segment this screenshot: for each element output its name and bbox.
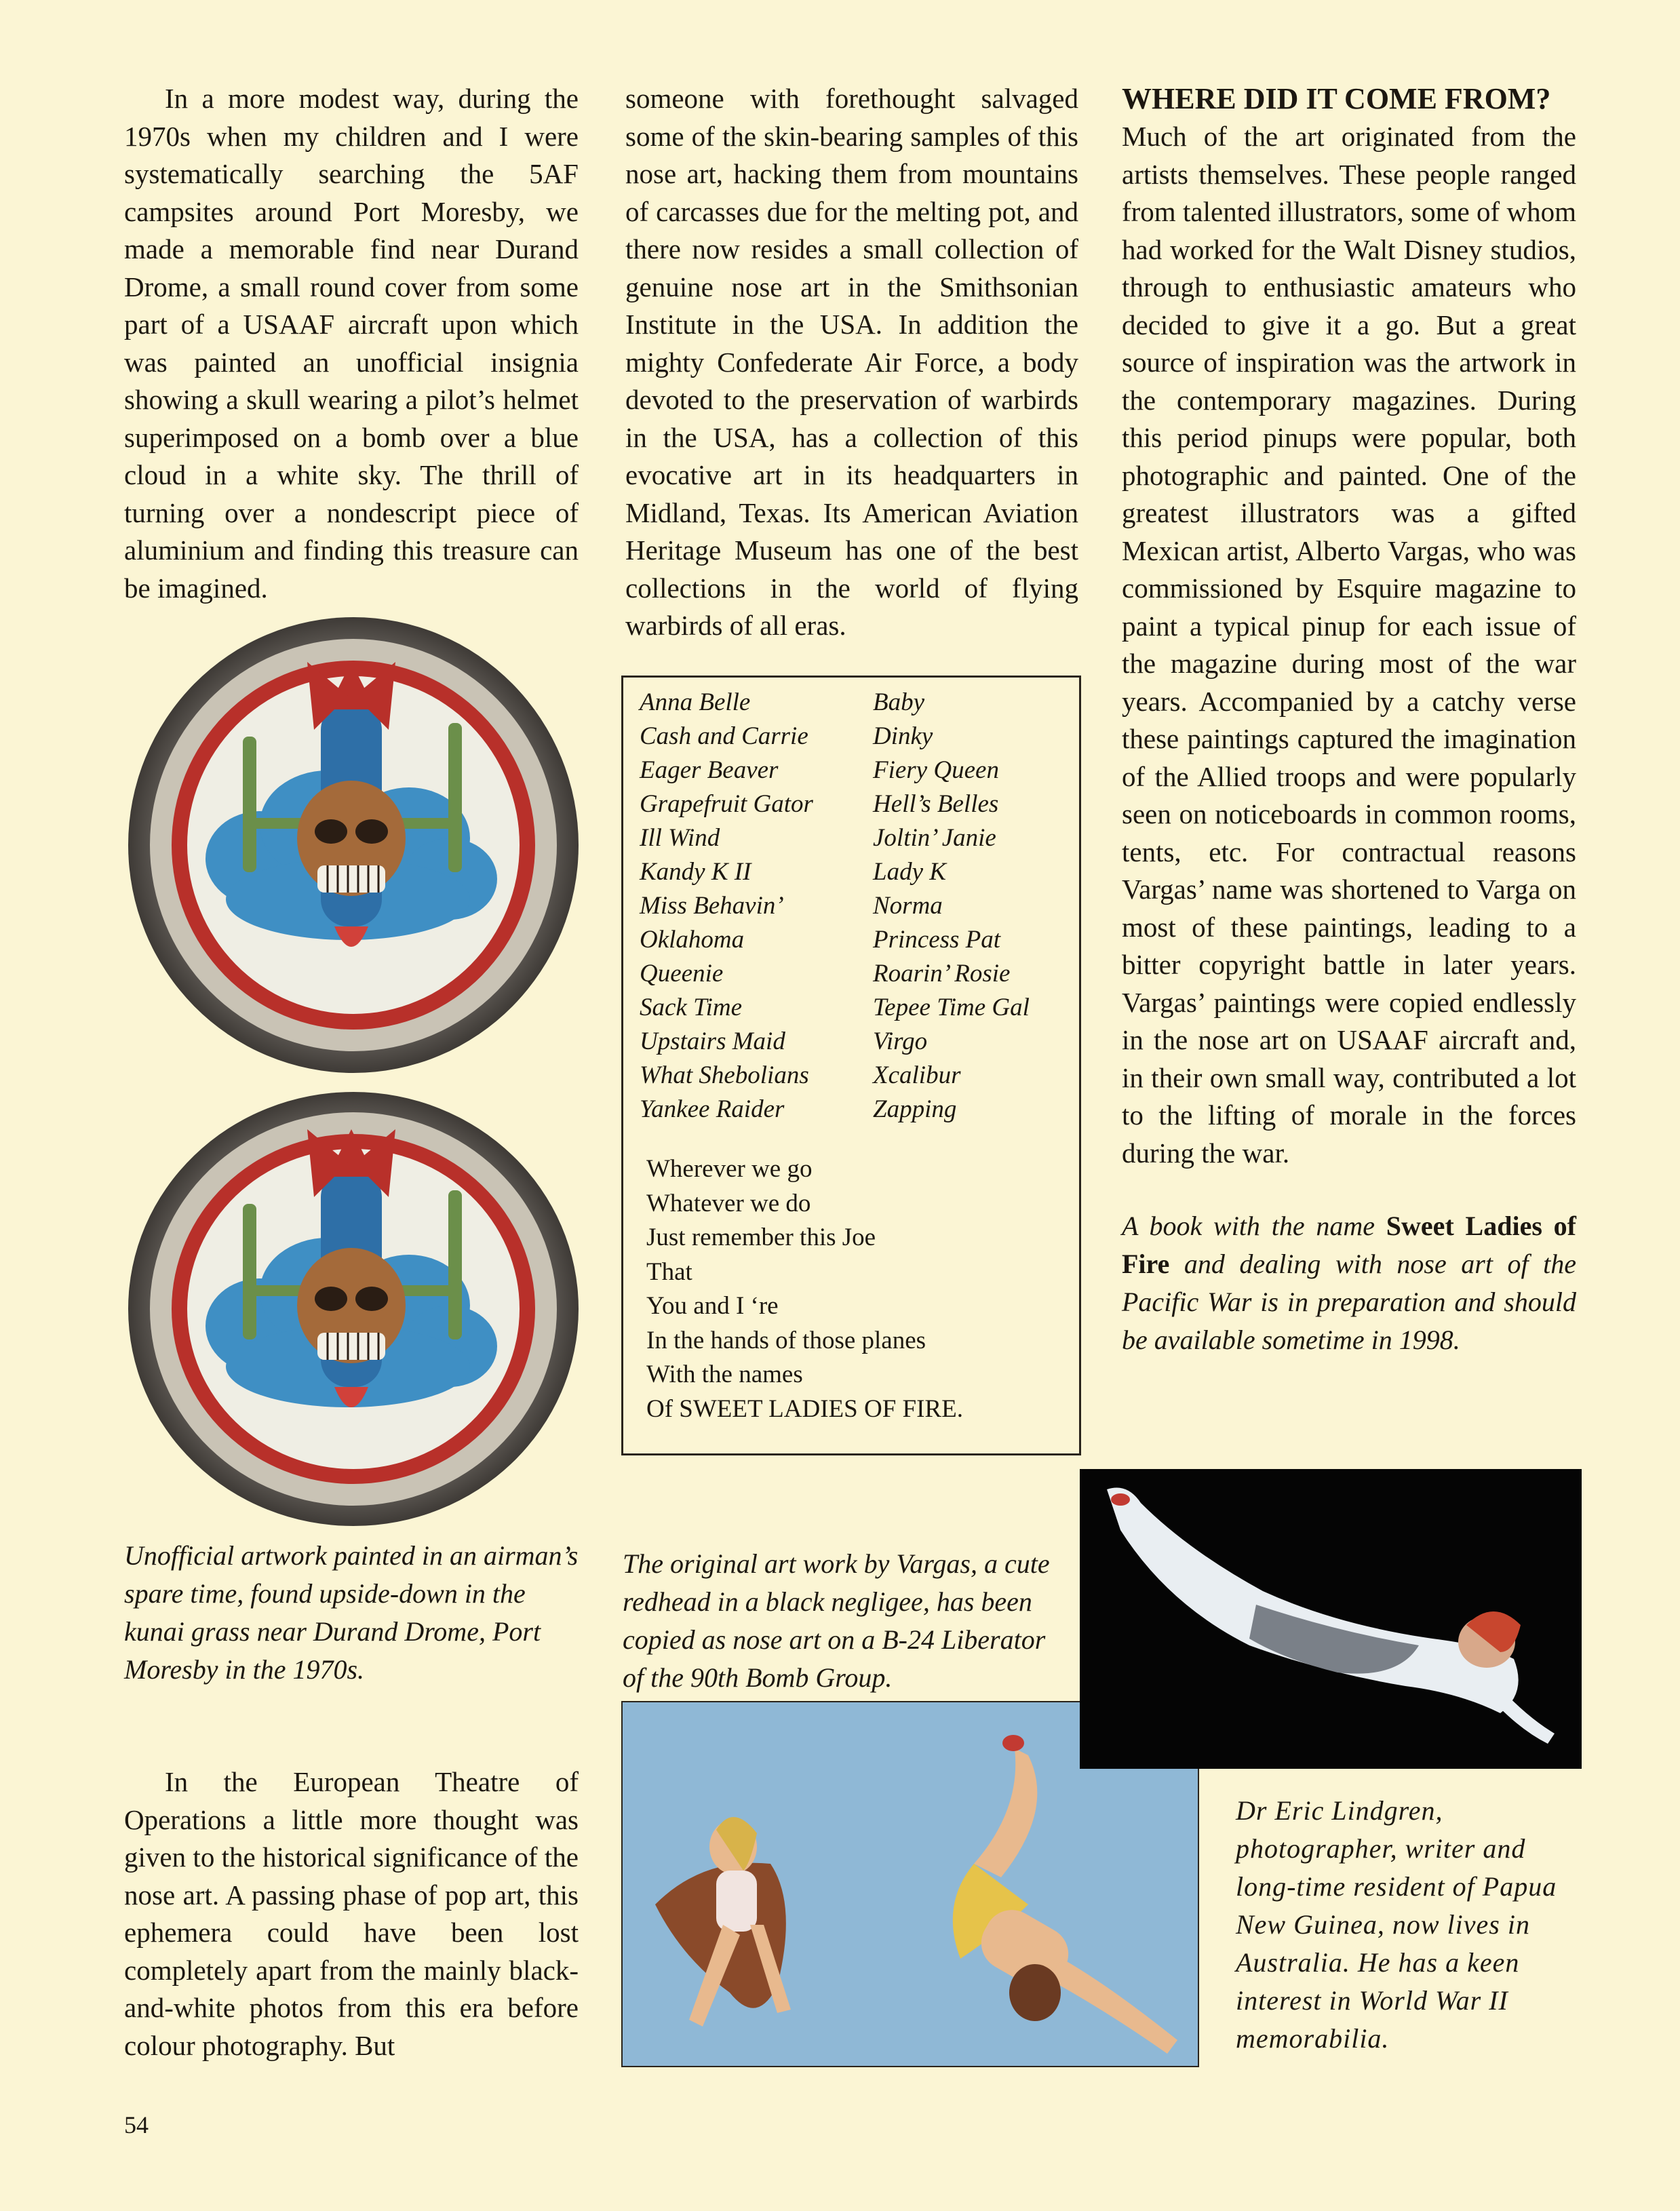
col1-paragraph-2: In the European Theatre of Operations a little more thought was given to the historical significance of the nose art. A passing phase of pop art, this ephemera could have been lost completely apart from the mainly black-and-white photos from this era before colour photography. But: [124, 1766, 579, 2061]
name-item: Kandy K II: [640, 858, 751, 886]
name-item: Grapefruit Gator: [640, 790, 813, 818]
name-item: What Shebolians: [640, 1061, 809, 1089]
name-item: Yankee Raider: [640, 1095, 785, 1123]
name-item: Queenie: [640, 960, 724, 987]
name-item: Norma: [873, 892, 943, 920]
names-list-left: [640, 686, 813, 1127]
col2-paragraph-1: someone with forethought salvaged some of the skin-bearing samples of this nose art, hacking them from mountains of carcasses due for the melting pot, and there now resides a small collection of genuine nose art in the Smithsonian Institute in the USA. In addition the mighty Confederate Air Force, a body devoted to the preservation of warbirds in the USA, has a collection of this evocative art in its headquarters in Midland, Texas. Its American Aviation Heritage Museum has one of the best collections in the world of flying warbirds of all eras.: [625, 83, 1078, 641]
poem-line: Wherever we go: [646, 1155, 813, 1183]
book-note: [1122, 1207, 1576, 1359]
poem-line: You and I ‘re: [646, 1292, 779, 1320]
column-1-lower: [124, 1763, 579, 2065]
book-note-post: and dealing with nose art of the Pacific War is in preparation and should be available sometime in 1998.: [1122, 1249, 1576, 1355]
book-note-pre: A book with the name: [1122, 1211, 1386, 1241]
name-item: Ill Wind: [640, 824, 720, 852]
poem-line: Whatever we do: [646, 1189, 811, 1217]
name-item: Fiery Queen: [873, 756, 999, 784]
page-number: 54: [124, 2111, 149, 2138]
insignia-photo-bottom: [124, 1089, 582, 1529]
book-title: Sweet Ladies of Fire: [1122, 1211, 1576, 1279]
poem: [646, 1152, 963, 1426]
name-item: Zapping: [873, 1095, 957, 1123]
column-3: [1122, 80, 1576, 1359]
name-item: Oklahoma: [640, 926, 745, 954]
name-item: Sack Time: [640, 994, 743, 1021]
author-note: [1236, 1792, 1582, 2058]
name-item: Anna Belle: [640, 688, 751, 716]
name-item: Xcalibur: [873, 1061, 961, 1089]
vargas-original-photo: [1080, 1469, 1582, 1769]
name-item: Eager Beaver: [640, 756, 779, 784]
name-item: Miss Behavin’: [640, 892, 784, 920]
insignia-caption: [124, 1537, 585, 1689]
name-item: Joltin’ Janie: [873, 824, 996, 852]
column-1: [124, 80, 579, 607]
name-item: Princess Pat: [873, 926, 1001, 954]
name-item: Hell’s Belles: [873, 790, 999, 818]
column-2: [625, 80, 1078, 645]
author-note-text: Dr Eric Lindgren, photographer, writer and long-time resident of Papua New Guinea, now lives in Australia. He has a keen interest in World War II memorabilia.: [1236, 1795, 1557, 2054]
name-item: Cash and Carrie: [640, 722, 808, 750]
name-item: Roarin’ Rosie: [873, 960, 1011, 987]
name-item: Upstairs Maid: [640, 1028, 785, 1055]
vargas-caption-text: The original art work by Vargas, a cute redhead in a black negligee, has been copied as nose art on a B-24 Liberator of the 90th Bomb Group.: [623, 1548, 1050, 1693]
poem-line: That: [646, 1257, 692, 1286]
name-item: Virgo: [873, 1028, 928, 1055]
col1-paragraph-1: In a more modest way, during the 1970s when my children and I were systematically searching the 5AF campsites around Port Moresby, we made a memorable find near Durand Drome, a small round cover from some part of a USAAF aircraft upon which was painted an unofficial insignia showing a skull wearing a pilot’s helmet superimposed on a bomb over a blue cloud in a white sky. The thrill of turning over a nondescript piece of aluminium and finding this treasure can be imagined.: [124, 83, 579, 604]
col3-paragraph-1: Much of the art originated from the artists themselves. These people ranged from talented illustrators, some of whom had worked for the Walt Disney studios, through to enthusiastic amateurs who decided to give it a go. But a great source of inspiration was the artwork in the contemporary magazines. During this period pinups were popular, both photographic and painted. One of the greatest illustrators was a gifted Mexican artist, Alberto Vargas, who was commissioned by Esquire magazine to paint a typical pinup for each issue of the magazine during most of the war years. Accompanied by a catchy verse these paintings captured the imagination of the Allied troops and were popularly seen on noticeboards in common rooms, tents, etc. For contractual reasons Vargas’ name was shortened to Varga on most of these paintings, leading to a bitter copyright battle in later years. Vargas’ paintings were copied endlessly in the nose art on USAAF aircraft and, in their own small way, contributed a lot to the lifting of morale in the forces during the war.: [1122, 121, 1576, 1169]
insignia-photo-top: [124, 614, 582, 1076]
name-item: Tepee Time Gal: [873, 994, 1030, 1021]
name-item: Dinky: [873, 722, 933, 750]
names-list-right: [873, 686, 1030, 1127]
names-box: [621, 676, 1081, 1455]
name-item: Baby: [873, 688, 925, 716]
poem-line: In the hands of those planes: [646, 1326, 926, 1354]
insignia-caption-text: Unofficial artwork painted in an airman’s spare time, found upside-down in the kunai grass near Durand Drome, Port Moresby in the 1970s.: [124, 1540, 579, 1685]
vargas-caption: [623, 1545, 1070, 1697]
poem-line: With the names: [646, 1361, 803, 1388]
section-heading: WHERE DID IT COME FROM?: [1122, 82, 1551, 115]
poem-line: Of SWEET LADIES OF FIRE.: [646, 1394, 963, 1423]
name-item: Lady K: [873, 858, 946, 886]
poem-line: Just remember this Joe: [646, 1224, 876, 1251]
